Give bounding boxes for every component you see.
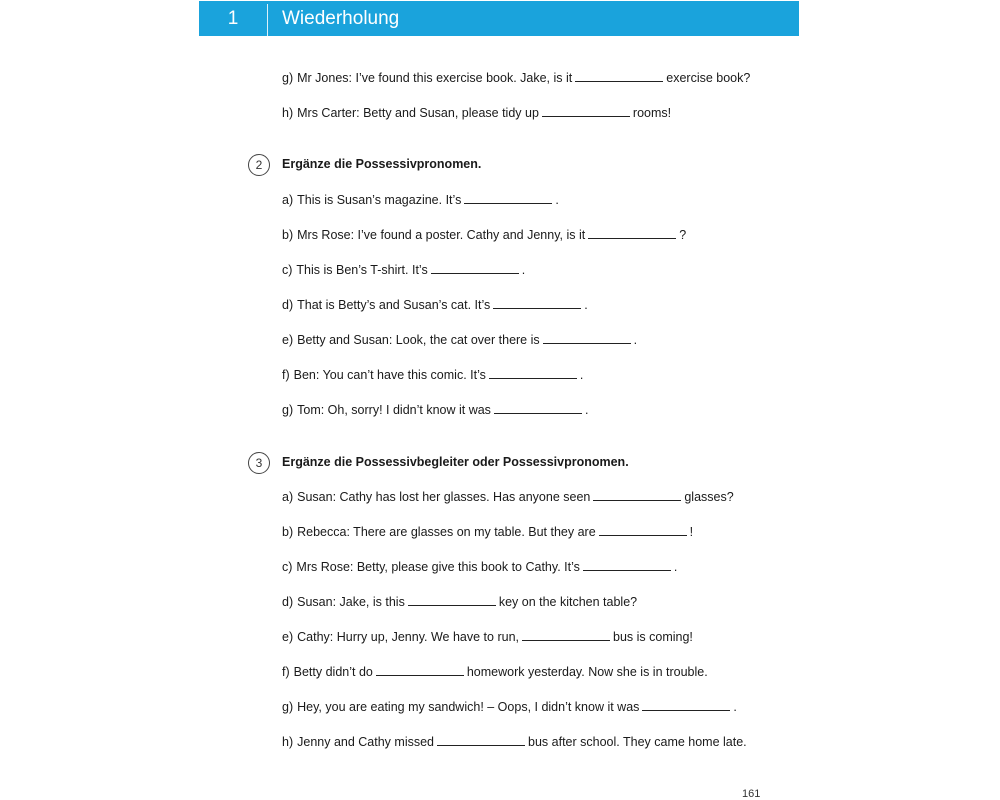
chapter-header <box>199 1 799 36</box>
exercise-item <box>282 559 677 575</box>
chapter-title: Wiederholung <box>282 8 400 29</box>
exercise-item <box>282 332 637 348</box>
item-label: d) <box>282 298 294 312</box>
chapter-number: 1 <box>227 8 239 29</box>
answer-blank[interactable] <box>494 412 582 414</box>
item-label: c) <box>282 263 293 277</box>
answer-blank[interactable] <box>542 115 630 117</box>
item-text-before: Mrs Rose: Betty, please give this book to Cathy. It’s <box>296 560 580 574</box>
exercise-item <box>282 262 525 278</box>
exercise-item <box>282 297 588 313</box>
item-text-after: . <box>521 263 526 277</box>
item-text-after: . <box>673 560 678 574</box>
item-text-before: Mrs Carter: Betty and Susan, please tidy up <box>297 106 539 120</box>
item-text-after: ! <box>689 525 694 539</box>
item-text-before: Ben: You can’t have this comic. It’s <box>293 368 486 382</box>
item-label: g) <box>282 403 294 417</box>
answer-blank[interactable] <box>431 272 519 274</box>
item-text-before: Tom: Oh, sorry! I didn’t know it was <box>297 403 491 417</box>
item-text-after: . <box>584 298 588 312</box>
exercise-item <box>282 489 734 505</box>
item-text-before: Mrs Rose: I’ve found a poster. Cathy and Jenny, is it <box>297 228 586 242</box>
item-label: g) <box>282 700 294 714</box>
section-number-circle: 3 <box>248 452 270 474</box>
item-text-before: Susan: Cathy has lost her glasses. Has anyone seen <box>297 490 591 504</box>
item-text-before: Cathy: Hurry up, Jenny. We have to run, <box>297 630 519 644</box>
item-label: e) <box>282 630 294 644</box>
exercise-item <box>282 105 671 121</box>
item-text-after: . <box>555 193 559 207</box>
section-number-circle: 2 <box>248 154 270 176</box>
item-text-after: glasses? <box>684 490 734 504</box>
item-label: h) <box>282 106 294 120</box>
answer-blank[interactable] <box>493 307 581 309</box>
item-text-after: homework yesterday. Now she is in trouble. <box>466 665 708 679</box>
answer-blank[interactable] <box>376 674 464 676</box>
exercise-item <box>282 227 686 243</box>
item-label: d) <box>282 595 294 609</box>
item-text-before: Hey, you are eating my sandwich! – Oops, I didn’t know it was <box>297 700 640 714</box>
item-text-before: Mr Jones: I’ve found this exercise book. Jake, is it <box>297 71 573 85</box>
item-text-after: key on the kitchen table? <box>498 595 638 609</box>
item-label: a) <box>282 193 294 207</box>
page-number: 161 <box>742 788 761 800</box>
item-text-before: That is Betty’s and Susan’s cat. It’s <box>297 298 491 312</box>
exercise-item <box>282 524 693 540</box>
exercise-item <box>282 629 693 645</box>
item-text-after: . <box>579 368 584 382</box>
item-label: a) <box>282 490 294 504</box>
answer-blank[interactable] <box>522 639 610 641</box>
item-label: b) <box>282 228 294 242</box>
item-text-after: bus is coming! <box>613 630 693 644</box>
answer-blank[interactable] <box>642 709 730 711</box>
item-text-after: . <box>733 700 737 714</box>
exercise-item <box>282 664 708 680</box>
answer-blank[interactable] <box>464 202 552 204</box>
item-text-before: Jenny and Cathy missed <box>297 735 435 749</box>
exercise-item <box>282 70 750 86</box>
item-text-after: . <box>633 333 638 347</box>
exercise-item <box>282 594 637 610</box>
exercise-item <box>282 734 747 750</box>
item-label: c) <box>282 560 293 574</box>
answer-blank[interactable] <box>583 569 671 571</box>
item-label: e) <box>282 333 294 347</box>
item-label: f) <box>282 368 290 382</box>
exercise-item <box>282 192 559 208</box>
item-label: f) <box>282 665 290 679</box>
section-title: Ergänze die Possessivbegleiter oder Possessivpronomen. <box>282 455 629 469</box>
answer-blank[interactable] <box>543 342 631 344</box>
item-label: b) <box>282 525 294 539</box>
answer-blank[interactable] <box>575 80 663 82</box>
item-text-before: This is Susan’s magazine. It’s <box>297 193 462 207</box>
answer-blank[interactable] <box>489 377 577 379</box>
item-text-after: . <box>584 403 589 417</box>
item-text-before: Susan: Jake, is this <box>297 595 405 609</box>
item-text-after: ? <box>679 228 687 242</box>
answer-blank[interactable] <box>599 534 687 536</box>
item-label: h) <box>282 735 294 749</box>
exercise-item <box>282 699 737 715</box>
header-divider <box>267 4 268 36</box>
exercise-item <box>282 402 588 418</box>
item-text-after: exercise book? <box>666 71 751 85</box>
exercise-item <box>282 367 583 383</box>
item-text-after: rooms! <box>632 106 672 120</box>
item-text-before: Betty and Susan: Look, the cat over there is <box>297 333 540 347</box>
answer-blank[interactable] <box>408 604 496 606</box>
item-text-before: Rebecca: There are glasses on my table. But they are <box>297 525 596 539</box>
item-text-before: Betty didn’t do <box>293 665 373 679</box>
item-label: g) <box>282 71 294 85</box>
answer-blank[interactable] <box>588 237 676 239</box>
section-title: Ergänze die Possessivpronomen. <box>282 157 482 171</box>
item-text-before: This is Ben’s T-shirt. It’s <box>296 263 428 277</box>
answer-blank[interactable] <box>437 744 525 746</box>
answer-blank[interactable] <box>593 499 681 501</box>
item-text-after: bus after school. They came home late. <box>528 735 747 749</box>
